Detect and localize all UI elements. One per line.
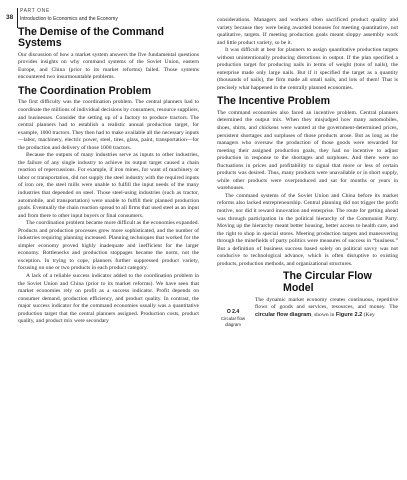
heading-demise-of-command-systems: The Demise of the Command Systems — [18, 26, 164, 50]
paragraph: The first difficulty was the coordination problem. The central planners had to coordinate the millions of individual decisions by consumers, resource suppliers, and businesses. Consider the setting up of a factory to produce tractors. The central planners had to establish a realistic annual production target, for example, 1000 tractors. They then had to make available all the necessary inputs—labor, machinery, electric power, steel, tires, glass, paint, transportation—for the production and delivery of those 1000 tractors. — [18, 99, 199, 151]
paragraph: The command economies also faced an incentive problem. Central planners determined the output mix. When they misjudged how many automobiles, shoes, shirts, and chickens were wanted at the government-determined prices, persistent shortages and surpluses of those products arose. But as long as the managers who oversaw the production of those goods were rewarded for meeting their assigned production goals, they had no incentive to adjust production in response to the shortages and surpluses. And there were no fluctuations in prices and profitability to signal that more or less of certain products was desired. Thus, many products were unavailable or in short supply, while other products were overproduced and sat for months or years in warehouses. — [217, 109, 398, 192]
left-column — [18, 27, 199, 326]
heading-circular-flow-model: The Circular Flow Model — [283, 270, 372, 294]
paragraph: A lack of a reliable success indicator added to the coordination problem in the Soviet Union and China (prior to its market reforms). We have seen that market economies rely on profit as a success indicator. Profit depends on consumer demand, production efficiency, and product quality. In contrast, the major success indicator for the command economies usually was a quantitative production target that the central planners assigned. Production costs, product quality, and product mix were secondary — [18, 272, 199, 325]
page-number: 38 — [6, 14, 14, 21]
paragraph: It was difficult at best for planners to assign quantitative production targets without unintentionally producing distortions in output. If the plan specified a production target for producing nails in terms of weight (tons of nails), the enterprise made only large nails. But if it specified the target as a quantity (thousands of nails), the firm made all small nails, and lots of them! That is precisely what happened in the centrally planned economies. — [217, 47, 398, 91]
paragraph: Our discussion of how a market system answers the five fundamental questions provides insights on why command systems of the Soviet Union, eastern Europe, and China (prior to its market reforms) failed. Those systems encountered two insurmountable problems. — [18, 51, 199, 81]
learning-objective-icon: O 2.4 — [226, 309, 240, 316]
learning-objective-margin — [217, 309, 249, 327]
key-term: circular flow diagram — [255, 311, 312, 318]
paragraph: The dynamic market economy creates continuous, repetitive flows of goods and services, resources, and money. The circular flow diagram, shown in Figure 2.2 (Key — [255, 296, 398, 318]
running-header — [6, 3, 206, 25]
paragraph: Because the outputs of many industries serve as inputs to other industries, the failure of any single industry to achieve its output target caused a chain reaction of repercussions. For example, if iron mines, for want of machinery or labor or transportation, did not supply the steel industry with the required inputs of iron ore, the steel mills were unable to fulfill the input needs of the many industries that depended on steel. Those steel-using industries (such as tractor, automobile, and transportation) were unable to fulfill their planned production goals. Eventually the chain reaction spread to all firms that used steel as an input and from there to other input buyers or final consumers. — [18, 152, 199, 219]
figure-reference[interactable]: Figure 2.2 — [335, 311, 363, 318]
learning-objective-label: Circular flow diagram — [220, 316, 246, 327]
part-title: Introduction to Economics and the Economy — [20, 16, 118, 22]
header-divider — [17, 8, 18, 28]
right-column — [217, 17, 398, 327]
paragraph: considerations. Managers and workers often sacrificed product quality and variety because they were being awarded bonuses for meeting quantitative, not qualitative, targets. If meeting production goals meant sloppy assembly work and little product variety, so be it. — [217, 17, 398, 46]
heading-coordination-problem: The Coordination Problem — [18, 85, 152, 97]
paragraph: The command systems of the Soviet Union and China before its market reforms also lacked entrepreneurship. Central planning did not trigger the profit motive, nor did it reward innovation and enterprise. The route for getting ahead was through participation in the political hierarchy of the Communist Party. Moving up the hierarchy meant better housing, better access to health care, and the right to shop in special stores. Meeting production targets and maneuvering through the minefields of party politics were measures of success in “business.” But a definition of business success based solely on political savvy was not conducive to technological advance, which is often disruptive to existing products, production methods, and organizational structures. — [217, 192, 398, 267]
heading-incentive-problem: The Incentive Problem — [217, 95, 331, 108]
part-label: PART ONE — [20, 8, 50, 14]
paragraph: The coordination problem became more difficult as the economies expanded. Products and production processes grew more sophisticated, and the number of industries requiring planning increased. Planning techniques that worked for the simpler economy proved highly inadequate and inefficient for the larger economy. Bottlenecks and production stoppages became the norm, not the exception. In trying to cope, planners further suppressed product variety, focusing on one or two products in each product category. — [18, 220, 199, 272]
circular-flow-section — [217, 270, 398, 327]
